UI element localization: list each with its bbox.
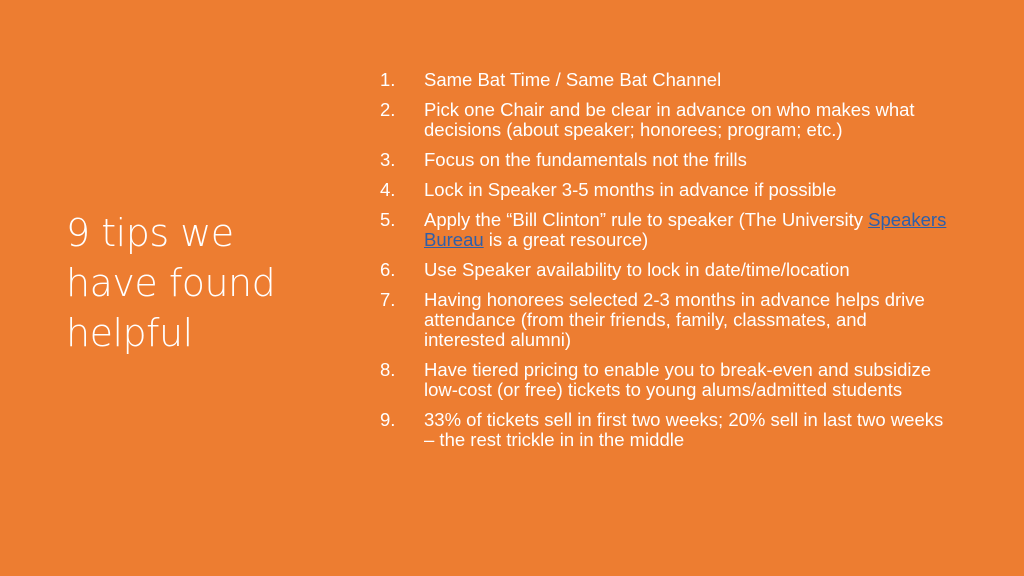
tip-text: Lock in Speaker 3-5 months in advance if possible xyxy=(424,179,837,200)
tip-item xyxy=(380,210,950,250)
tip-number: 9. xyxy=(380,409,396,430)
tip-text: 33% of tickets sell in first two weeks; 20% sell in last two weeks – the rest trickle in in the middle xyxy=(424,409,944,450)
title-line: 9 tips we xyxy=(66,211,234,255)
tip-item xyxy=(380,180,950,200)
title-line: have found xyxy=(66,261,276,305)
tip-number: 2. xyxy=(380,99,396,120)
tip-number: 5. xyxy=(380,209,396,230)
tip-text: Pick one Chair and be clear in advance on who makes what decisions (about speaker; honorees; program; etc.) xyxy=(424,99,915,140)
tip-text: Use Speaker availability to lock in date/time/location xyxy=(424,259,850,280)
tip-item xyxy=(380,290,950,350)
slide-title xyxy=(66,208,336,358)
tip-text: Focus on the fundamentals not the frills xyxy=(424,149,747,170)
tip-number: 8. xyxy=(380,359,396,380)
tip-text: Having honorees selected 2-3 months in advance helps drive attendance (from their friends, family, classmates, and interested alumni) xyxy=(424,289,925,350)
speakers-bureau-link[interactable]: Speakers Bureau xyxy=(424,209,947,250)
tip-text-after-link: is a great resource) xyxy=(483,229,649,250)
tip-text: Have tiered pricing to enable you to break-even and subsidize low-cost (or free) tickets to young alums/admitted students xyxy=(424,359,932,400)
tips-list xyxy=(380,70,950,460)
tip-text-before-link: Apply the “Bill Clinton” rule to speaker (The University xyxy=(424,209,869,230)
tip-number: 6. xyxy=(380,259,396,280)
title-line: helpful xyxy=(66,311,193,355)
tip-item xyxy=(380,410,950,450)
tip-item xyxy=(380,360,950,400)
tip-number: 4. xyxy=(380,179,396,200)
tip-item xyxy=(380,150,950,170)
tip-item xyxy=(380,260,950,280)
tip-item xyxy=(380,70,950,90)
tip-text: Same Bat Time / Same Bat Channel xyxy=(424,69,722,90)
tip-number: 7. xyxy=(380,289,396,310)
tip-number: 1. xyxy=(380,69,396,90)
tip-number: 3. xyxy=(380,149,396,170)
tip-item xyxy=(380,100,950,140)
